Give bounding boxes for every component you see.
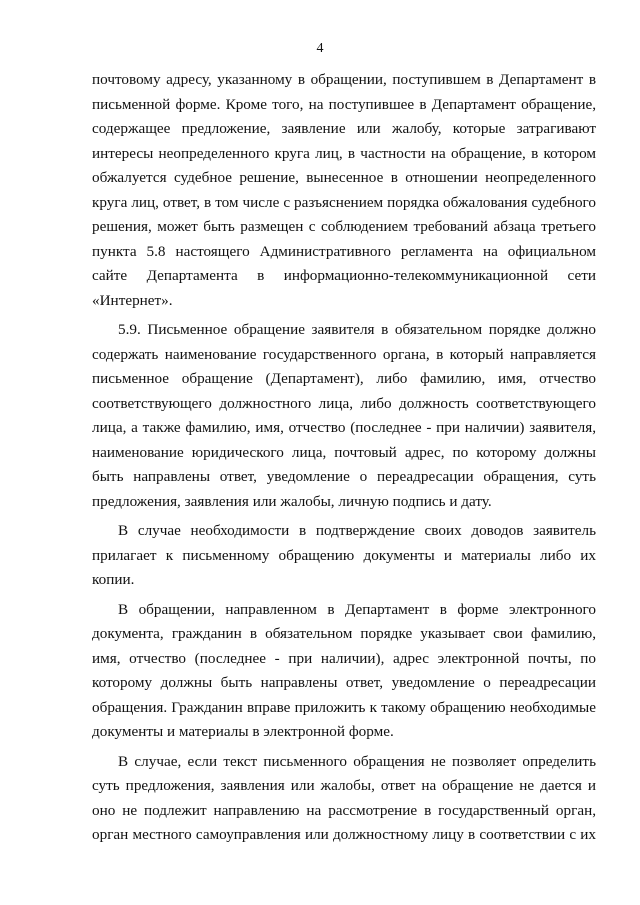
text-line: 5.9. Письменное обращение заявителя в обязательном порядке должно: [118, 321, 596, 338]
document-body: [92, 68, 596, 853]
text-line: «Интернет».: [92, 291, 173, 309]
paragraph: [92, 68, 596, 313]
text-line: быть направлены ответ, уведомление о переадресации обращения, суть: [92, 468, 596, 485]
text-line: В случае, если текст письменного обращения не позволяет определить: [118, 752, 596, 770]
page-number: 4: [316, 41, 324, 56]
text-line: В обращении, направленном в Департамент в форме электронного: [118, 600, 596, 618]
text-line: лица, а также фамилию, имя, отчество (последнее - при наличии) заявителя,: [92, 419, 596, 436]
text-line: сайте Департамента в информационно-телекоммуникационной сети: [92, 267, 596, 284]
text-line: обжалуется судебное решение, вынесенное в отношении неопределенного: [92, 169, 596, 186]
text-line: имя, отчество (последнее - при наличии), адрес электронной почты, по: [92, 649, 596, 667]
text-line: которому должны быть направлены ответ, уведомление о переадресации: [92, 674, 596, 691]
text-line: содержать наименование государственного органа, в который направляется: [92, 345, 596, 363]
text-line: интересы неопределенного круга лиц, в частности на обращение, в котором: [92, 144, 596, 162]
text-line: прилагает к письменному обращению документы и материалы либо их: [92, 546, 596, 564]
text-line: суть предложения, заявления или жалобы, ответ на обращение не дается и: [92, 777, 596, 794]
text-line: предложения, заявления или жалобы, личную подпись и дату.: [92, 492, 492, 510]
text-line: письменное обращение (Департамент), либо фамилию, имя, отчество: [92, 370, 596, 387]
text-line: оно не подлежит направлению на рассмотрение в государственный орган,: [92, 801, 596, 819]
text-line: орган местного самоуправления или должностному лицу в соответствии с их: [92, 826, 596, 843]
text-line: наименование юридического лица, почтовый адрес, по которому должны: [92, 443, 596, 461]
paragraph: [92, 519, 596, 593]
text-line: почтовому адресу, указанному в обращении, поступившем в Департамент в: [92, 71, 596, 88]
paragraph: [92, 750, 596, 848]
text-line: документы и материалы в электронной форме.: [92, 723, 394, 740]
text-line: круга лиц, ответ, в том числе с разъяснением порядка обжалования судебного: [92, 193, 596, 211]
text-line: обращения. Гражданин вправе приложить к такому обращению необходимые: [92, 698, 596, 716]
text-line: соответствующего должностного лица, либо должность соответствующего: [92, 394, 596, 412]
text-line: В случае необходимости в подтверждение своих доводов заявитель: [118, 522, 596, 539]
text-line: копии.: [92, 571, 135, 588]
text-line: содержащее предложение, заявление или жалобу, которые затрагивают: [92, 120, 596, 137]
text-line: письменной форме. Кроме того, на поступившее в Департамент обращение,: [92, 95, 596, 113]
text-line: пункта 5.8 настоящего Административного регламента на официальном: [92, 242, 596, 260]
text-line: решения, может быть размещен с соблюдением требований абзаца третьего: [92, 218, 596, 235]
paragraph: [92, 318, 596, 514]
text-line: документа, гражданин в обязательном порядке указывает свои фамилию,: [92, 625, 596, 642]
paragraph: [92, 598, 596, 745]
